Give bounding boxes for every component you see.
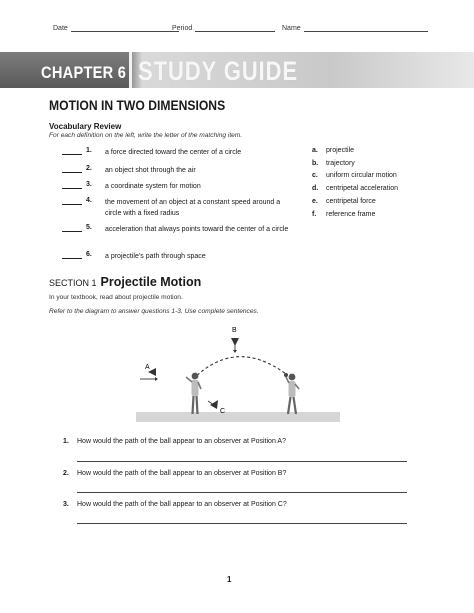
option-letter: a. xyxy=(312,147,318,154)
definition-item xyxy=(62,147,242,156)
definition-item xyxy=(62,251,206,260)
name-field xyxy=(282,24,428,32)
answer-line[interactable] xyxy=(77,523,407,524)
date-field xyxy=(53,24,179,32)
catcher-figure xyxy=(286,374,299,414)
definition-text: the movement of an object at a constant speed around a circle with a fixed radius xyxy=(105,199,281,217)
definition-number: 6. xyxy=(86,251,92,258)
label-a: A xyxy=(145,364,150,371)
definition-text: a force directed toward the center of a circle xyxy=(105,149,242,156)
page-number: 1 xyxy=(227,575,232,584)
definition-text: a coordinate system for motion xyxy=(105,183,201,190)
definition-item xyxy=(62,181,201,190)
question-number: 1. xyxy=(63,438,69,445)
period-blank[interactable] xyxy=(195,24,275,32)
banner-divider xyxy=(129,52,132,88)
definition-item xyxy=(62,197,281,217)
option-text: centripetal acceleration xyxy=(326,185,398,192)
ball xyxy=(284,373,288,377)
observer-b-eye xyxy=(231,338,239,353)
section-label: SECTION 1 xyxy=(49,278,97,288)
name-blank[interactable] xyxy=(304,24,428,32)
answer-blank[interactable] xyxy=(62,251,82,259)
question-number: 3. xyxy=(63,501,69,508)
label-c: C xyxy=(220,408,226,415)
definition-item xyxy=(62,165,196,174)
option-text: uniform circular motion xyxy=(326,172,397,179)
section-title: Projectile Motion xyxy=(100,275,202,289)
question-text: How would the path of the ball appear to an observer at Position B? xyxy=(77,470,287,477)
answer-blank[interactable] xyxy=(62,197,82,205)
definition-text: an object shot through the air xyxy=(105,167,196,174)
question-number: 2. xyxy=(63,470,69,477)
projectile-diagram xyxy=(136,322,340,428)
definition-item xyxy=(62,224,289,233)
option-text: centripetal force xyxy=(326,198,376,205)
section-heading xyxy=(49,275,201,289)
answer-line[interactable] xyxy=(77,461,407,462)
option-text: reference frame xyxy=(326,211,376,218)
date-label: Date xyxy=(53,25,68,32)
answer-blank[interactable] xyxy=(62,181,82,189)
option-letter: e. xyxy=(312,198,318,205)
study-guide-title: STUDY GUIDE xyxy=(138,56,298,86)
option-letter: c. xyxy=(312,172,318,179)
vocab-instructions: For each definition on the left, write the letter of the matching item. xyxy=(49,132,243,139)
question-text: How would the path of the ball appear to an observer at Position A? xyxy=(77,438,286,445)
page-title: MOTION IN TWO DIMENSIONS xyxy=(49,98,226,113)
name-label: Name xyxy=(282,25,301,32)
ground xyxy=(136,412,340,422)
vocab-heading: Vocabulary Review xyxy=(49,122,122,131)
definition-text: a projectile’s path through space xyxy=(105,253,206,260)
section-refer: Refer to the diagram to answer questions 1-3. Use complete sentences. xyxy=(49,308,259,315)
option-letter: d. xyxy=(312,185,319,192)
definition-number: 3. xyxy=(86,181,92,188)
observer-c-eye xyxy=(208,400,218,409)
date-blank[interactable] xyxy=(71,24,179,32)
definition-text: acceleration that always points toward the center of a circle xyxy=(105,226,289,233)
label-b: B xyxy=(232,327,237,334)
section-intro: In your textbook, read about projectile motion. xyxy=(49,294,183,301)
option-letter: b. xyxy=(312,160,319,167)
definition-number: 5. xyxy=(86,224,92,231)
option-text: trajectory xyxy=(326,160,355,167)
answer-blank[interactable] xyxy=(62,224,82,232)
option-letter: f. xyxy=(312,211,317,218)
answer-blank[interactable] xyxy=(62,165,82,173)
definition-number: 1. xyxy=(86,147,92,154)
thrower-figure xyxy=(186,373,201,414)
definition-number: 2. xyxy=(86,165,92,172)
period-label: Period xyxy=(172,25,193,32)
answer-line[interactable] xyxy=(77,492,407,493)
option-text: projectile xyxy=(326,147,355,154)
period-field xyxy=(172,24,275,32)
question-text: How would the path of the ball appear to an observer at Position C? xyxy=(77,501,287,508)
ball-trajectory xyxy=(193,357,286,379)
answer-blank[interactable] xyxy=(62,147,82,155)
chapter-label: CHAPTER 6 xyxy=(41,63,127,82)
definition-number: 4. xyxy=(86,197,92,204)
